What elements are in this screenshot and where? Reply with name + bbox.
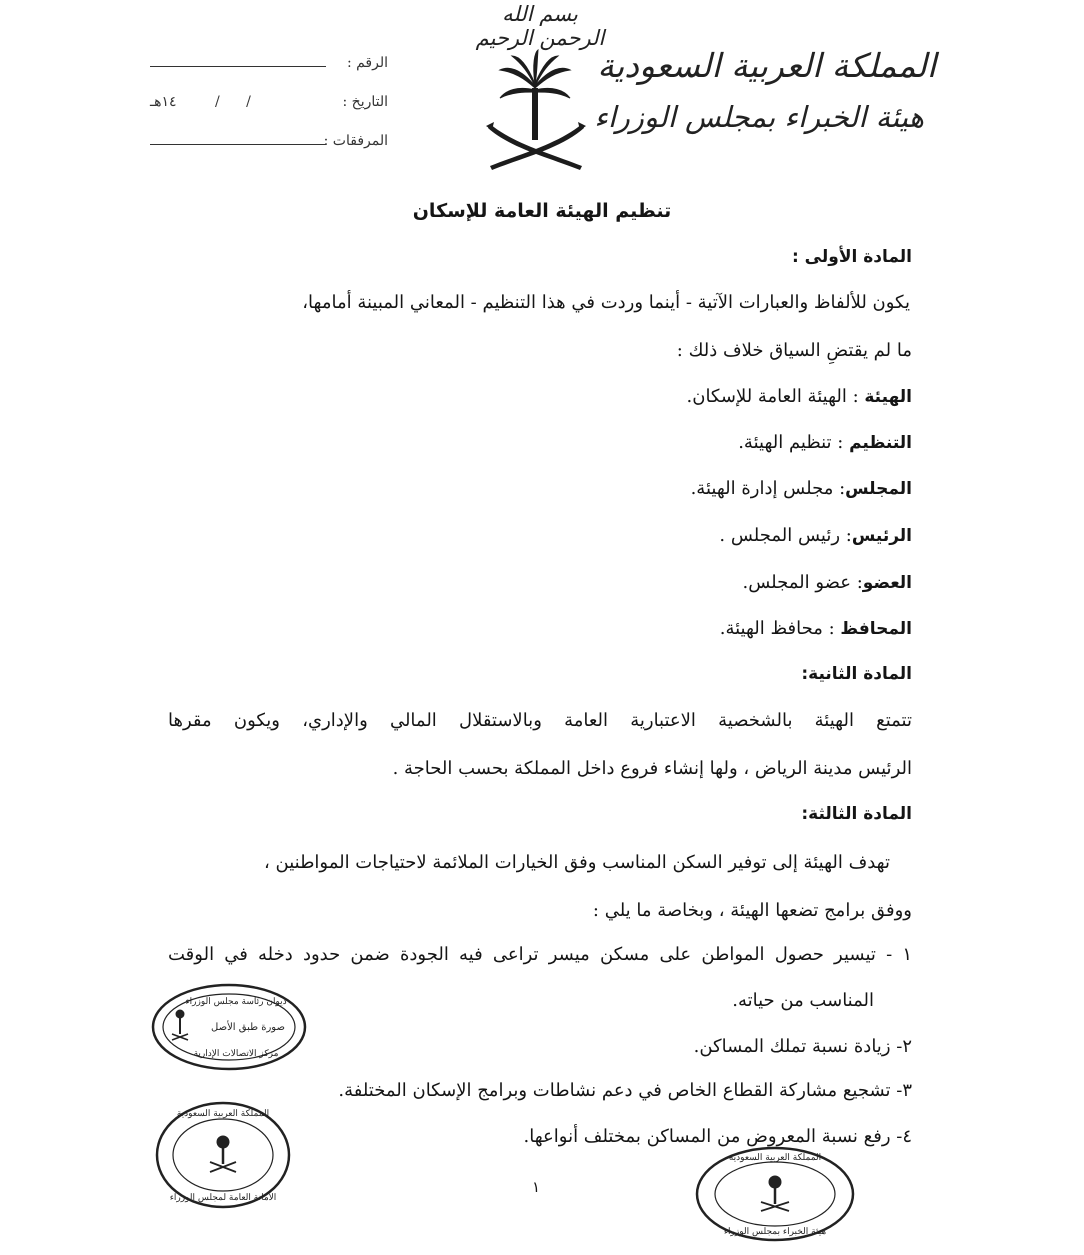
article-3-line-2: ووفق برامج تضعها الهيئة ، وبخاصة ما يلي : xyxy=(592,900,912,921)
article-3-item-4: ٤- رفع نسبة المعروض من المساكن بمختلف أنواعها. xyxy=(523,1126,912,1147)
article-2-heading: المادة الثانية: xyxy=(801,664,912,684)
svg-text:هيئة الخبراء بمجلس الوزراء: هيئة الخبراء بمجلس الوزراء xyxy=(723,1227,827,1237)
svg-text:صورة طبق الأصل: صورة طبق الأصل xyxy=(211,1022,285,1033)
definition-chairman: الرئيس: رئيس المجلس . xyxy=(719,525,912,546)
article-2-line-1: تتمتع الهيئة بالشخصية الاعتبارية العامة وبالاستقلال المالي والإداري، ويكون مقرها xyxy=(168,710,912,731)
article-3-item-3: ٣- تشجيع مشاركة القطاع الخاص في دعم نشاطات وبرامج الإسكان المختلفة. xyxy=(338,1080,912,1101)
article-3-line-1: تهدف الهيئة إلى توفير السكن المناسب وفق الخيارات الملائمة لاحتياجات المواطنين ، xyxy=(263,852,890,873)
attachments-line xyxy=(150,144,326,145)
ref-label: الرقم : xyxy=(346,55,388,71)
svg-text:المملكة العربية السعودية: المملكة العربية السعودية xyxy=(728,1153,822,1163)
certified-copy-stamp xyxy=(150,982,308,1072)
definition-council: المجلس: مجلس إدارة الهيئة. xyxy=(690,478,912,499)
definition-member: العضو: عضو المجلس. xyxy=(742,572,912,593)
attachments-label: المرفقات : xyxy=(323,133,388,149)
article-2-line-2: الرئيس مدينة الرياض ، ولها إنشاء فروع داخل المملكة بحسب الحاجة . xyxy=(392,758,912,779)
date-slashes: / / xyxy=(215,94,251,110)
date-hijri-suffix: ١٤هـ xyxy=(150,94,177,110)
definition-governor: المحافظ : محافظ الهيئة. xyxy=(719,618,912,639)
ref-line xyxy=(150,66,326,67)
article-3-item-2: ٢- زيادة نسبة تملك المساكن. xyxy=(693,1036,912,1057)
page-number: ١ xyxy=(532,1178,541,1196)
article-1-intro-line-2: ما لم يقتضِ السياق خلاف ذلك : xyxy=(676,340,912,361)
authority-letterhead: هيئة الخبراء بمجلس الوزراء xyxy=(594,100,924,134)
svg-text:مركز الاتصالات الإدارية: مركز الاتصالات الإدارية xyxy=(193,1049,279,1059)
svg-text:المملكة العربية السعودية: المملكة العربية السعودية xyxy=(176,1109,270,1119)
saudi-emblem-icon xyxy=(480,48,592,178)
article-3-heading: المادة الثالثة: xyxy=(801,804,912,824)
experts-commission-seal-stamp xyxy=(694,1144,856,1244)
document-title: تنظيم الهيئة العامة للإسكان xyxy=(412,200,672,222)
definition-authority: الهيئة : الهيئة العامة للإسكان. xyxy=(686,386,912,407)
kingdom-letterhead: المملكة العربية السعودية xyxy=(597,46,936,85)
definition-regulation: التنظيم : تنظيم الهيئة. xyxy=(738,432,912,453)
article-3-item-1: ١ - تيسير حصول المواطن على مسكن ميسر تراعى فيه الجودة ضمن حدود دخله في الوقت xyxy=(168,944,912,965)
date-label: التاريخ : xyxy=(342,94,388,110)
kingdom-cabinet-seal-stamp xyxy=(154,1100,292,1210)
svg-text:الأمانة العامة لمجلس الوزراء: الأمانة العامة لمجلس الوزراء xyxy=(169,1193,277,1203)
article-1-intro-line-1: يكون للألفاظ والعبارات الآتية - أينما وردت في هذا التنظيم - المعاني المبينة أمامها، xyxy=(302,292,910,313)
basmala: بسم الله الرحمن الرحيم xyxy=(475,2,605,50)
article-1-heading: المادة الأولى : xyxy=(791,247,912,267)
svg-text:ديوان رئاسة مجلس الوزراء: ديوان رئاسة مجلس الوزراء xyxy=(185,997,287,1007)
article-3-item-1-continued: المناسب من حياته. xyxy=(732,990,874,1011)
